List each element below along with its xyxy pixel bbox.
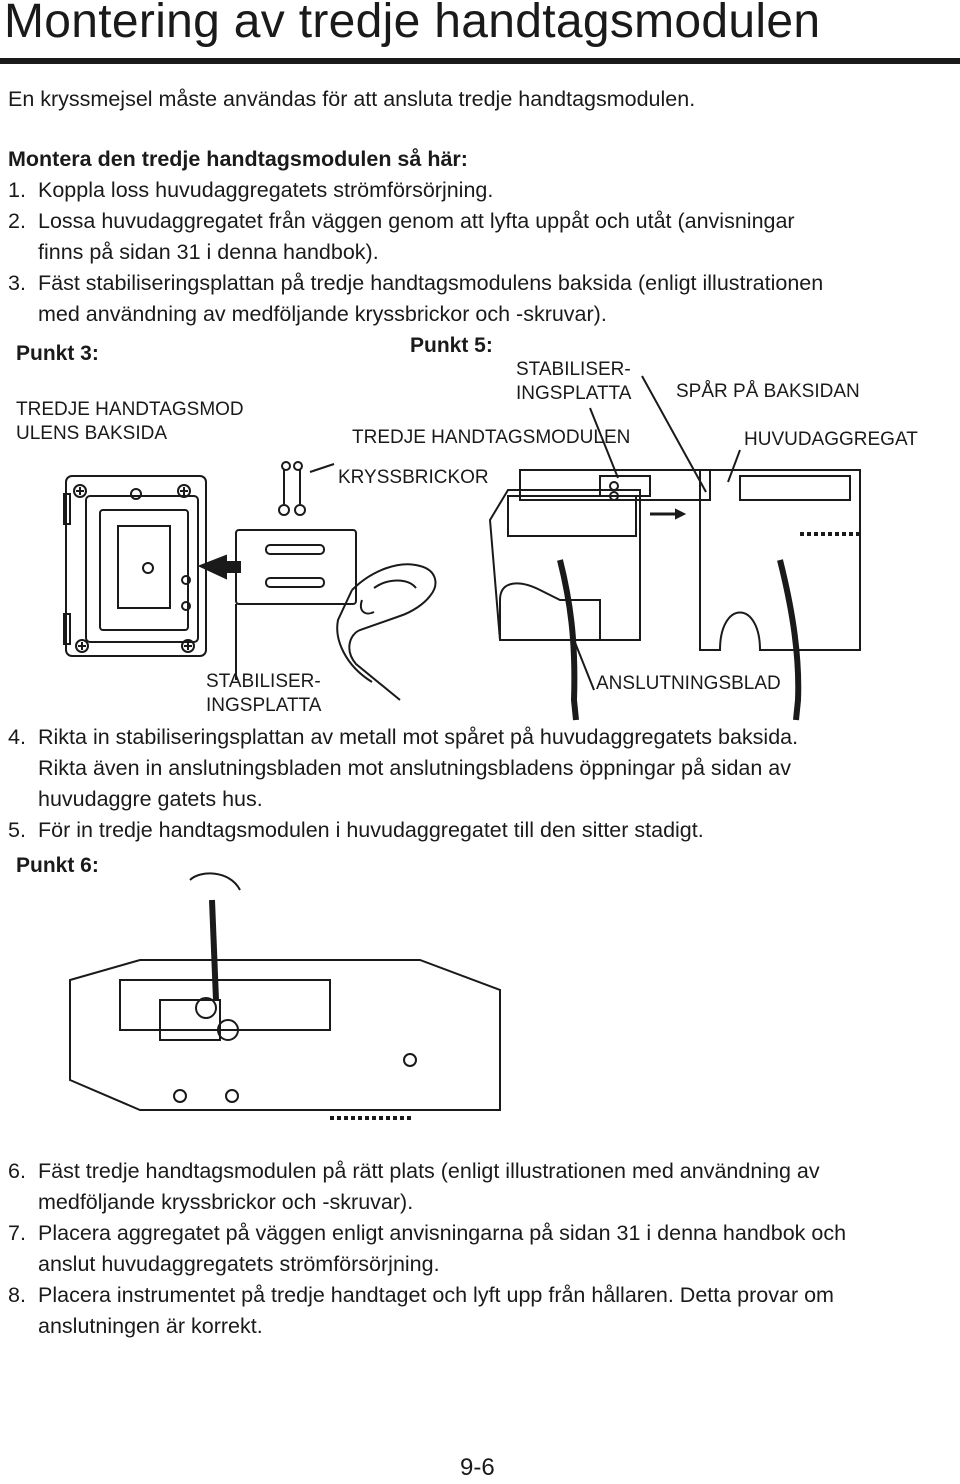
- label-line: ULENS BAKSIDA: [16, 423, 167, 444]
- step-text-line: Fäst tredje handtagsmodulen på rätt plats (enligt illustrationen med användning av: [38, 1159, 820, 1183]
- module-label: TREDJE HANDTAGSMODULEN: [352, 427, 631, 448]
- step-number: 7.: [8, 1221, 26, 1245]
- leader-line: [728, 450, 740, 482]
- intro-text: En kryssmejsel måste användas för att ansluta tredje handtagsmodulen.: [8, 87, 696, 111]
- step-text-line: Rikta in stabiliseringsplattan av metall mot spåret på huvudaggregatets baksida.: [38, 725, 799, 749]
- step-text-line: Placera instrumentet på tredje handtaget och lyft upp från hållaren. Detta provar om: [38, 1283, 834, 1307]
- punkt-5-label: Punkt 5:: [410, 334, 493, 357]
- step-text-line: anslutningen är korrekt.: [38, 1314, 263, 1338]
- step-text-line: huvudaggre gatets hus.: [38, 787, 263, 811]
- step-list-c: [0, 1156, 960, 1342]
- step-8: [0, 1280, 960, 1342]
- step-text-line: För in tredje handtagsmodulen i huvudaggregatet till den sitter stadigt.: [38, 818, 704, 842]
- step-number: 1.: [8, 178, 26, 202]
- label-line: INGSPLATTA: [206, 695, 322, 716]
- page-title: Montering av tredje handtagsmodulen: [4, 0, 821, 48]
- label-line: TREDJE HANDTAGSMOD: [16, 399, 244, 420]
- steps-heading: Montera den tredje handtagsmodulen så här:: [8, 147, 468, 171]
- step-text-line: Koppla loss huvudaggregatets strömförsörjning.: [38, 178, 494, 202]
- step-number: 6.: [8, 1159, 26, 1183]
- page-number: 9-6: [460, 1454, 495, 1481]
- punkt-3-label: Punkt 3:: [16, 342, 99, 365]
- step-5: [0, 815, 960, 846]
- step-list-b: [0, 722, 960, 846]
- step-text-line: Lossa huvudaggregatet från väggen genom att lyfta uppåt och utåt (anvisningar: [38, 209, 795, 233]
- figure-2-illustration: [70, 873, 500, 1118]
- label-line: INGSPLATTA: [516, 383, 632, 404]
- step-text-line: med användning av medföljande kryssbrickor och -skruvar).: [38, 302, 607, 326]
- step-text-line: Rikta även in anslutningsbladen mot anslutningsbladens öppningar på sidan av: [38, 756, 792, 780]
- module-rear-view: [64, 476, 240, 656]
- punkt-6-label: Punkt 6:: [16, 854, 99, 877]
- step-text-line: anslut huvudaggregatets strömförsörjning.: [38, 1252, 440, 1276]
- step-text-line: medföljande kryssbrickor och -skruvar).: [38, 1190, 414, 1214]
- step-number: 2.: [8, 209, 26, 233]
- main-unit-label: HUVUDAGGREGAT: [744, 429, 918, 450]
- rear-label: [16, 398, 244, 446]
- groove-label: SPÅR PÅ BAKSIDAN: [676, 381, 860, 402]
- step-7: [0, 1218, 960, 1280]
- step-number: 4.: [8, 725, 26, 749]
- step-number: 8.: [8, 1283, 26, 1307]
- step-6: [0, 1156, 960, 1218]
- step-text-line: finns på sidan 31 i denna handbok).: [38, 240, 379, 264]
- label-line: STABILISER-: [516, 359, 631, 380]
- plate-top-label: [516, 358, 631, 406]
- step-text-line: Fäst stabiliseringsplattan på tredje handtagsmodulens baksida (enligt illustrationen: [38, 271, 824, 295]
- blades-label: ANSLUTNINGSBLAD: [596, 673, 781, 694]
- step-4: [0, 722, 960, 815]
- hand-drawing: [337, 564, 435, 700]
- label-line: STABILISER-: [206, 671, 321, 692]
- step-number: 5.: [8, 818, 26, 842]
- step-text-line: Placera aggregatet på väggen enligt anvisningarna på sidan 31 i denna handbok och: [38, 1221, 847, 1245]
- plate-bottom-label: [206, 670, 321, 718]
- step-number: 3.: [8, 271, 26, 295]
- washers-label: KRYSSBRICKOR: [338, 467, 489, 488]
